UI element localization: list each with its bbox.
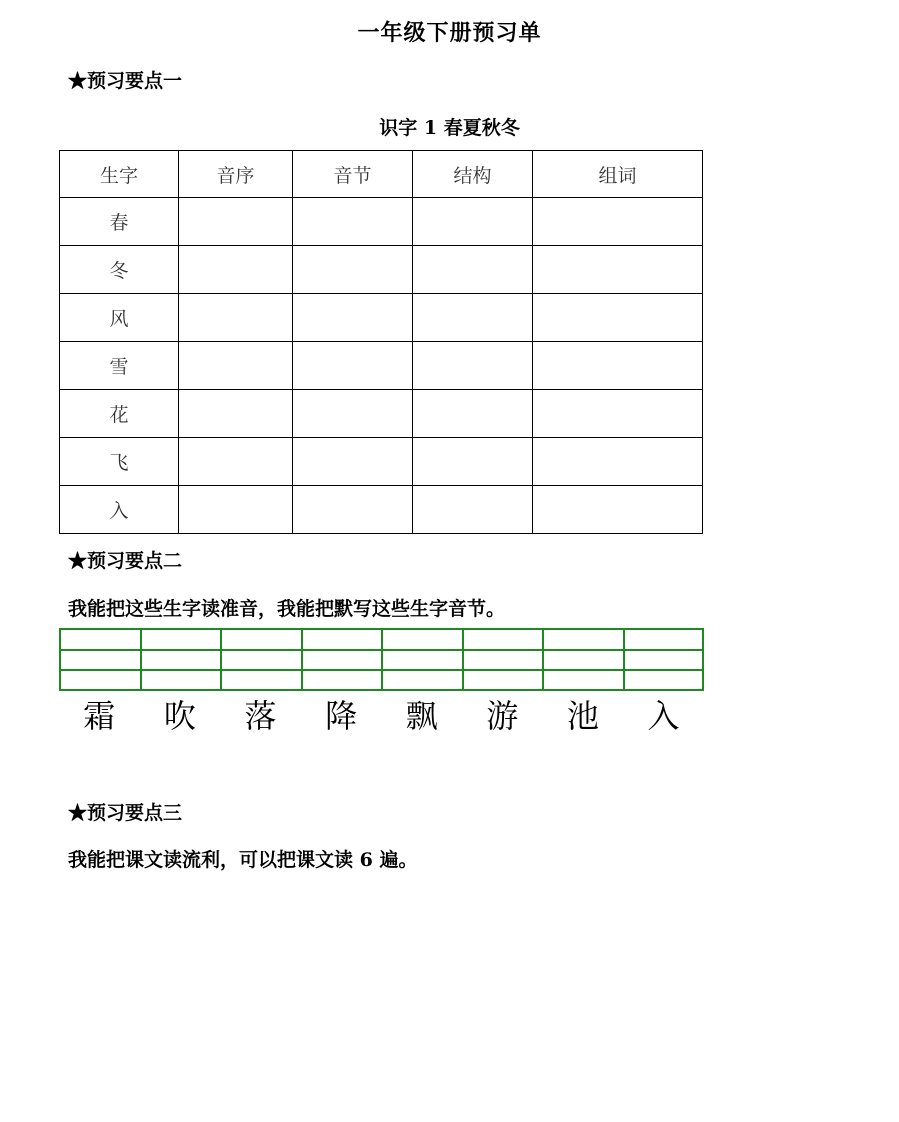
lesson-title: 识字 1 春夏秋冬: [379, 117, 520, 139]
pinyin-writing-grid[interactable]: [59, 628, 704, 691]
blank-cell[interactable]: [293, 438, 413, 486]
table-row: [60, 246, 703, 294]
practice-char: 霜: [83, 697, 116, 735]
blank-cell[interactable]: [533, 486, 703, 534]
section-heading-2: ★预习要点二: [68, 550, 183, 572]
blank-cell[interactable]: [179, 390, 293, 438]
header-cell: 组词: [533, 151, 703, 198]
grid-line: [462, 630, 464, 689]
char-cell: 雪: [60, 342, 179, 390]
practice-char: 降: [325, 697, 358, 735]
header-cell: 音节: [293, 151, 413, 198]
char-cell: 冬: [60, 246, 179, 294]
char-cell: 入: [60, 486, 179, 534]
blank-cell[interactable]: [533, 294, 703, 342]
blank-cell[interactable]: [413, 390, 533, 438]
blank-cell[interactable]: [413, 438, 533, 486]
section-heading-3: ★预习要点三: [68, 802, 183, 824]
blank-cell[interactable]: [533, 438, 703, 486]
table-row: [60, 198, 703, 246]
blank-cell[interactable]: [293, 246, 413, 294]
blank-cell[interactable]: [179, 294, 293, 342]
table-row: [60, 390, 703, 438]
blank-cell[interactable]: [179, 486, 293, 534]
blank-cell[interactable]: [533, 246, 703, 294]
practice-character-row: [59, 694, 704, 738]
char-cell: 花: [60, 390, 179, 438]
grid-line: [301, 630, 303, 689]
blank-cell[interactable]: [293, 390, 413, 438]
table-row: [60, 294, 703, 342]
char-cell: 春: [60, 198, 179, 246]
blank-cell[interactable]: [533, 198, 703, 246]
section-3-instruction: 我能把课文读流利，可以把课文读 6 遍。: [68, 849, 418, 871]
blank-cell[interactable]: [413, 294, 533, 342]
header-cell: 结构: [413, 151, 533, 198]
table-row: [60, 486, 703, 534]
practice-char: 游: [486, 697, 519, 735]
grid-line: [140, 630, 142, 689]
blank-cell[interactable]: [293, 342, 413, 390]
blank-cell[interactable]: [413, 486, 533, 534]
blank-cell[interactable]: [293, 486, 413, 534]
vocab-table: [59, 150, 703, 534]
grid-line: [623, 630, 625, 689]
char-cell: 飞: [60, 438, 179, 486]
char-cell: 风: [60, 294, 179, 342]
blank-cell[interactable]: [293, 198, 413, 246]
blank-cell[interactable]: [413, 246, 533, 294]
practice-char: 落: [244, 697, 277, 735]
page-title: 一年级下册预习单: [357, 20, 542, 46]
blank-cell[interactable]: [179, 246, 293, 294]
table-header-row: [60, 151, 703, 198]
section-heading-1: ★预习要点一: [68, 70, 183, 92]
practice-char: 吹: [163, 697, 196, 735]
section-2-instruction: 我能把这些生字读准音，我能把默写这些生字音节。: [68, 598, 506, 620]
table-row: [60, 342, 703, 390]
grid-line: [381, 630, 383, 689]
blank-cell[interactable]: [179, 198, 293, 246]
blank-cell[interactable]: [413, 342, 533, 390]
blank-cell[interactable]: [293, 294, 413, 342]
blank-cell[interactable]: [533, 342, 703, 390]
header-cell: 音序: [179, 151, 293, 198]
blank-cell[interactable]: [179, 438, 293, 486]
grid-line: [220, 630, 222, 689]
blank-cell[interactable]: [179, 342, 293, 390]
practice-char: 入: [647, 697, 680, 735]
blank-cell[interactable]: [413, 198, 533, 246]
header-cell: 生字: [60, 151, 179, 198]
grid-line: [542, 630, 544, 689]
table-row: [60, 438, 703, 486]
blank-cell[interactable]: [533, 390, 703, 438]
practice-char: 池: [566, 697, 599, 735]
practice-char: 飘: [405, 697, 438, 735]
